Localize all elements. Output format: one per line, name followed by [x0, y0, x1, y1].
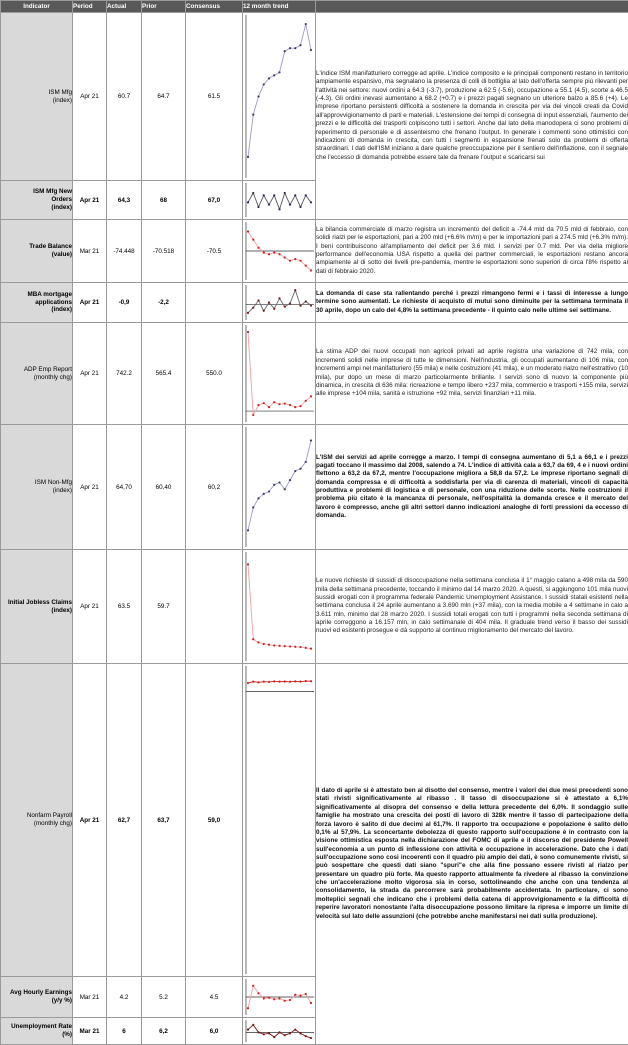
commentary-text: La bilancia commerciale di marzo registra un incremento del deficit a -74.4 mld da 70.5 mld di febbraio, con solidi rialzi per le esportazioni, pari a 200 mld (+6.6% m/m) e per le importazioni pari a 274.5 mld (+6.3% m/m). I beni contribuiscono all'ampliamento del deficit per 3.6 mld. I servizi per 0.7 mld. Per via della migliore performance dell'economia USA rispetto a quella dei partner commerciali, le esportazioni restano ancora ampiamente al di sotto dei livelli pre-pandemia, mentre le esportazioni sono superiori di circa l'8% rispetto ai dati di febbraio 2020.	[316, 220, 628, 283]
data-point	[247, 331, 249, 333]
data-point	[289, 999, 291, 1001]
data-point	[278, 208, 280, 210]
actual-cell: -74.448	[107, 220, 142, 283]
data-point	[289, 204, 291, 206]
data-point	[305, 400, 307, 402]
data-point	[294, 646, 296, 648]
data-point	[294, 47, 296, 49]
consensus-cell: 61.5	[186, 13, 243, 181]
data-point	[263, 997, 265, 999]
data-point	[273, 998, 275, 1000]
trend-chart	[243, 664, 316, 976]
data-point	[310, 269, 312, 271]
consensus-cell: 6,0	[186, 1018, 243, 1045]
data-point	[247, 563, 249, 565]
series-line	[248, 440, 311, 530]
data-point	[305, 194, 307, 196]
indicator-name: Initial Jobless Claims (index)	[1, 550, 73, 664]
data-point	[273, 680, 275, 682]
row-trade-balance	[1, 220, 628, 283]
data-point	[247, 230, 249, 232]
data-point	[247, 529, 249, 531]
data-point	[257, 641, 259, 643]
period-cell: Apr 21	[73, 550, 107, 664]
data-point	[284, 645, 286, 647]
prior-cell: 68	[142, 181, 186, 220]
actual-cell: 60.7	[107, 13, 142, 181]
data-point	[294, 994, 296, 996]
data-point	[273, 1036, 275, 1038]
data-point	[273, 74, 275, 76]
data-point	[305, 1035, 307, 1037]
commentary-text: La stima ADP dei nuovi occupati non agricoli privati ad aprile registra una variazione di 742 mila, con incrementi solidi nelle imprese di tutte le dimensioni. Nell'industria, gli occupati aumentano di 106 mila, con incrementi ampi nel manifatturiero (55 mila) e nelle costruzioni (41 mila), e un moderato rialzo nell'estrattivo (10 mila), pur dopo un mese di marzo particolarmente brillante. I servizi sono di nuovo la componente più dinamica, in crescita di 636 mila: ricreazione e tempo libero +237 mila, commercio e trasporti +155 mila, servizi alle imprese +104 mila, sanità e istruzione +92 mila, servizi finanziari +11 mila.	[316, 323, 628, 425]
trend-chart-cell	[243, 425, 316, 550]
prior-cell: -70.518	[142, 220, 186, 283]
data-point	[252, 192, 254, 194]
trend-chart-cell	[243, 664, 316, 977]
trend-chart-cell	[243, 550, 316, 664]
data-point	[268, 681, 270, 683]
row-mba-mortgage	[1, 283, 628, 323]
data-point	[247, 312, 249, 314]
data-point	[278, 403, 280, 405]
data-point	[299, 994, 301, 996]
data-point	[289, 645, 291, 647]
data-point	[273, 644, 275, 646]
data-point	[310, 1002, 312, 1004]
data-point	[284, 680, 286, 682]
data-point	[273, 484, 275, 486]
indicator-name: ISM Mfg New Orders (index)	[1, 181, 73, 220]
trend-chart-cell	[243, 283, 316, 323]
header-prior: Prior	[142, 1, 186, 13]
data-point	[263, 681, 265, 683]
actual-cell: 64,3	[107, 181, 142, 220]
prior-cell: 59.7	[142, 550, 186, 664]
consensus-cell	[186, 550, 243, 664]
data-point	[252, 985, 254, 987]
consensus-cell	[186, 283, 243, 323]
data-point	[278, 253, 280, 255]
data-point	[310, 304, 312, 306]
data-point	[294, 680, 296, 682]
trend-chart-cell	[243, 220, 316, 283]
data-point	[268, 204, 270, 206]
data-point	[305, 461, 307, 463]
data-point	[268, 77, 270, 79]
trend-chart	[243, 1018, 316, 1044]
consensus-cell: 4.5	[186, 977, 243, 1018]
period-cell: Mar 21	[73, 1018, 107, 1045]
data-point	[268, 1032, 270, 1034]
data-point	[257, 247, 259, 249]
trend-chart-cell	[243, 977, 316, 1018]
actual-cell: 6	[107, 1018, 142, 1045]
header-consensus: Consensus	[186, 1, 243, 13]
period-cell: Apr 21	[73, 323, 107, 425]
data-point	[299, 305, 301, 307]
data-point	[268, 253, 270, 255]
data-point	[284, 256, 286, 258]
consensus-cell: 67,0	[186, 181, 243, 220]
header-actual: Actual	[107, 1, 142, 13]
indicator-name: ISM Mfg (index)	[1, 13, 73, 181]
actual-cell: 64,70	[107, 425, 142, 550]
data-point	[299, 260, 301, 262]
data-point	[263, 310, 265, 312]
consensus-cell: 550.0	[186, 323, 243, 425]
consensus-cell: 59,0	[186, 664, 243, 977]
data-point	[268, 490, 270, 492]
data-point	[252, 681, 254, 683]
data-point	[247, 156, 249, 158]
actual-cell: 63.5	[107, 550, 142, 664]
trend-chart	[243, 425, 316, 549]
data-point	[278, 997, 280, 999]
data-point	[263, 194, 265, 196]
actual-cell: 62,7	[107, 664, 142, 977]
data-point	[257, 497, 259, 499]
data-point	[278, 1031, 280, 1033]
commentary-text: L'ISM dei servizi ad aprile corregge a marzo. I tempi di consegna aumentano di 5,1 a 66,1 e i prezzi pagati toccano il massimo dal 2008, salendo a 74. L'indice di attività cala a 63,7 da 69, 4 e i nuovi ordini flettono a 63,2 da 67,2, mentre l'occupazione migliora a 58,8 da 57,2. Le imprese riportano segnali di domanda compressa e di difficoltà a soddisfarla per via di carenza di materiali, vincoli di capacità produttiva e problemi di logistica e di personale, con una riduzione delle scorte. Nelle costruzioni il problema più citato è la mancanza di personale, nell'ospitalità la domanda cresce e il mercato del lavoro è compresso, anche gli altri settori danno indicazioni analoghe di forti pressioni da eccesso di domanda.	[316, 425, 628, 550]
prior-cell: 64.7	[142, 13, 186, 181]
data-point	[252, 114, 254, 116]
period-cell: Apr 21	[73, 13, 107, 181]
period-cell: Apr 21	[73, 181, 107, 220]
data-point	[257, 299, 259, 301]
indicator-name: MBA mortgage applications (index)	[1, 283, 73, 323]
actual-cell: 4.2	[107, 977, 142, 1018]
header-commentary	[316, 1, 628, 13]
indicator-name: ISM Non-Mfg (index)	[1, 425, 73, 550]
header-period: Period	[73, 1, 107, 13]
trend-chart-cell	[243, 323, 316, 425]
data-point	[305, 680, 307, 682]
trend-chart	[243, 977, 316, 1017]
trend-chart-cell	[243, 13, 316, 181]
prior-cell: -2,2	[142, 283, 186, 323]
trend-chart	[243, 220, 316, 282]
period-cell: Apr 21	[73, 283, 107, 323]
data-point	[263, 402, 265, 404]
data-point	[299, 646, 301, 648]
data-point	[310, 680, 312, 682]
data-point	[278, 681, 280, 683]
data-point	[284, 50, 286, 52]
row-ism-mfg	[1, 13, 628, 181]
data-point	[278, 645, 280, 647]
data-point	[284, 402, 286, 404]
prior-cell: 565.4	[142, 323, 186, 425]
data-point	[299, 681, 301, 683]
data-point	[289, 1032, 291, 1034]
data-point	[257, 95, 259, 97]
data-point	[284, 1034, 286, 1036]
data-point	[268, 644, 270, 646]
data-point	[278, 481, 280, 483]
data-point	[310, 439, 312, 441]
data-point	[247, 682, 249, 684]
data-point	[294, 258, 296, 260]
data-point	[252, 414, 254, 416]
data-point	[299, 206, 301, 208]
commentary-text: La domanda di case sta rallentando perché i prezzi rimangono fermi e i tassi di interesse a lungo termine sono aumentati. Le richieste di acquisto di mutui sono diminuite per la settimana terminata il 30 aprile, dopo un calo del 4,8% la settimana precedente - il quinto calo nelle ultime sei settimane.	[316, 283, 628, 323]
row-initial-jobless-claims	[1, 550, 628, 664]
actual-cell: -0,9	[107, 283, 142, 323]
data-point	[252, 1024, 254, 1026]
data-point	[289, 302, 291, 304]
actual-cell: 742.2	[107, 323, 142, 425]
data-point	[294, 1028, 296, 1030]
data-point	[289, 47, 291, 49]
data-point	[278, 71, 280, 73]
data-point	[299, 405, 301, 407]
data-point	[299, 468, 301, 470]
data-point	[263, 252, 265, 254]
data-point	[252, 307, 254, 309]
data-point	[257, 992, 259, 994]
trend-chart	[243, 13, 316, 180]
header-trend: 12 month trend	[243, 1, 316, 13]
data-point	[305, 647, 307, 649]
row-adp-emp	[1, 323, 628, 425]
commentary-text: L'indice ISM manifatturiero corregge ad aprile. L'indice composito e le principali componenti restano in territorio ampiamente espansivo, ma segnalano la presenza di colli di bottiglia al lato dell'offerta sempre più rilevanti per l'attività nei settore: nuovi ordini a 64.3 (-3.7), produzione a 62.5 (-5.6), occupazione a 55.1 (4.5), scorte a 46.5 (-4.3). Gli ordini inevasi aumentano a 68.2 (+0.7) e i prezzi pagati segnano un ulteriore balzo a 85.6 (+4). Le imprese riportano persistenti difficoltà a sostenere la domanda in crescita per via dei vincoli creati da Covid all'approvvigionamento di parti e materiali. L'estensione dei tempi di consegna di input essenziali, l'aumento dei prezzi e le difficoltà dei trasporti colpiscono tutti i settori. Anche dal lato della manodopera ci sono problemi di reperimento di personale e di assenteismo che frenano l'output. In generale i commenti sono ottimistici con indicazioni di domanda in crescita, con tutti i segmenti in espansione frenati solo da problemi di offerta straordinari. I dati dell'ISM iniziano a dare qualche preoccupazione per il sentiero dell'inflazione, con il segnale che l'eccesso di domanda potrebbe essere tale da frenare l'output e scaricarsi sui	[316, 13, 628, 220]
consensus-cell: 60,2	[186, 425, 243, 550]
period-cell: Apr 21	[73, 664, 107, 977]
data-point	[263, 83, 265, 85]
header-row	[1, 1, 628, 13]
data-point	[305, 23, 307, 25]
trend-chart-cell	[243, 1018, 316, 1045]
data-point	[252, 239, 254, 241]
prior-cell: 5.2	[142, 977, 186, 1018]
data-point	[284, 192, 286, 194]
data-point	[310, 1037, 312, 1039]
data-point	[299, 44, 301, 46]
data-point	[305, 300, 307, 302]
data-point	[273, 401, 275, 403]
data-point	[305, 993, 307, 995]
data-point	[305, 265, 307, 267]
trend-chart	[243, 181, 316, 219]
period-cell: Mar 21	[73, 977, 107, 1018]
trend-chart	[243, 550, 316, 663]
header-indicator: Indicator	[1, 1, 73, 13]
data-point	[294, 406, 296, 408]
data-point	[273, 252, 275, 254]
data-point	[299, 1032, 301, 1034]
data-point	[268, 997, 270, 999]
data-point	[273, 308, 275, 310]
row-ism-non-mfg	[1, 425, 628, 550]
indicator-name: Trade Balance (value)	[1, 220, 73, 283]
data-point	[289, 479, 291, 481]
data-point	[278, 297, 280, 299]
data-point	[252, 506, 254, 508]
data-point	[284, 306, 286, 308]
indicator-name: Nonfarm Payroll (monthly chg)	[1, 664, 73, 977]
prior-cell: 6,2	[142, 1018, 186, 1045]
series-line	[248, 564, 311, 648]
prior-cell: 60,40	[142, 425, 186, 550]
data-point	[310, 201, 312, 203]
data-point	[294, 289, 296, 291]
data-point	[257, 404, 259, 406]
data-point	[310, 49, 312, 51]
data-point	[294, 470, 296, 472]
data-point	[268, 301, 270, 303]
data-point	[257, 1031, 259, 1033]
data-point	[289, 404, 291, 406]
data-point	[263, 493, 265, 495]
prior-cell: 63,7	[142, 664, 186, 977]
data-point	[289, 681, 291, 683]
data-point	[247, 1028, 249, 1030]
data-point	[263, 643, 265, 645]
commentary-text: Il dato di aprile si è attestato ben al disotto del consenso, mentre i valori dei due mesi precedenti sono stati rivisti significativamente al ribasso . Il tasso di disoccupazione si è attestato a 6,1% significativamente al disopra del consenso e della lettura precedente del 6,0%. Il sondaggio sulle famiglie ha mostrato una crescita dei posti di lavoro di 328k mentre il tasso di partecipazione della forza lavoro è salito di due decimi al 61,7%. Il rapporto tra occupazione e popolazione è salito dello 0,1% al 57,9%. La sconcertante debolezza di questo rapporto sull'occupazione è in contrasto con la visione ottimistica esposta nella dichiarazione del FOMC di aprile e il discorso del presidente Powell sull'economia a un punto di inflessione con attività e occupazione in accelerazione. Dato che i dati sull'occupazione sono così incoerenti con il quadro più ampio dei dati, è sono comunemente rivisti, si può sospettare che questi dati siano "spuri"e che alla fine possano essere rivisti al rialzo per presentare un quadro più forte. Ma questo rapporto attualmente fa rivedere al ribasso la convinzione che un'accelerazione molto vigorosa sia in corso, sottolineando che anche con una tendenza al consolidamento, la strada da percorrere sarà probabilmente accidentata. In particolare, ci sono molteplici segnali che indicano che i problemi della catena di approvvigionamento e la difficoltà di reperire lavoratori nonostante l'alta disoccupazione possono limitare la ripresa e imporre un limite di velocità sul lato delle assunzioni (che potrebbe anche manifestarsi nei dati sulla produzione).	[316, 664, 628, 1045]
data-point	[247, 1007, 249, 1009]
row-nonfarm-payroll	[1, 664, 628, 977]
indicator-name: Avg Hourly Earnings (y/y %)	[1, 977, 73, 1018]
consensus-cell: -70.5	[186, 220, 243, 283]
data-point	[310, 395, 312, 397]
indicator-name: ADP Emp Report (monthly chg)	[1, 323, 73, 425]
data-point	[294, 194, 296, 196]
data-point	[268, 406, 270, 408]
indicator-name: Unemployment Rate (%)	[1, 1018, 73, 1045]
period-cell: Mar 21	[73, 220, 107, 283]
data-point	[284, 1000, 286, 1002]
data-point	[289, 260, 291, 262]
data-point	[263, 1033, 265, 1035]
trend-chart	[243, 283, 316, 322]
series-line	[248, 332, 311, 415]
data-point	[257, 206, 259, 208]
trend-chart-cell	[243, 181, 316, 220]
series-line	[248, 290, 311, 313]
trend-chart	[243, 323, 316, 424]
commentary-text: Le nuove richieste di sussidi di disoccupazione nella settimana conclusa il 1° maggio calano a 498 mila da 590 mila della settimana precedente, toccando il minimo dal 14 marzo 2020. A questi, si aggiungono 101 mila nuovi sussidi erogati con il programma federale Pandemic Unemployment Assistance. I sussidi statali esistenti nella settimana conclusa il 24 aprile aumentano a 3.690 mln (+37 mila), con la media mobile a 4 settimane in calo a 3.611 mln, minimo dal 28 marzo 2020. I sussidi totali erogati con tutti i programmi nella seconda settimana di aprile correggono a 16.157 mln, in calo settimanale di 404 mila. Il graduale trend verso il basso dei sussidi nuovi ed esistenti prosegue e dà supporto al continuo miglioramento del mercato del lavoro.	[316, 550, 628, 664]
data-point	[273, 194, 275, 196]
period-cell: Apr 21	[73, 425, 107, 550]
data-point	[247, 201, 249, 203]
series-line	[248, 24, 311, 157]
data-point	[252, 638, 254, 640]
data-point	[284, 488, 286, 490]
data-point	[257, 681, 259, 683]
data-point	[310, 648, 312, 650]
